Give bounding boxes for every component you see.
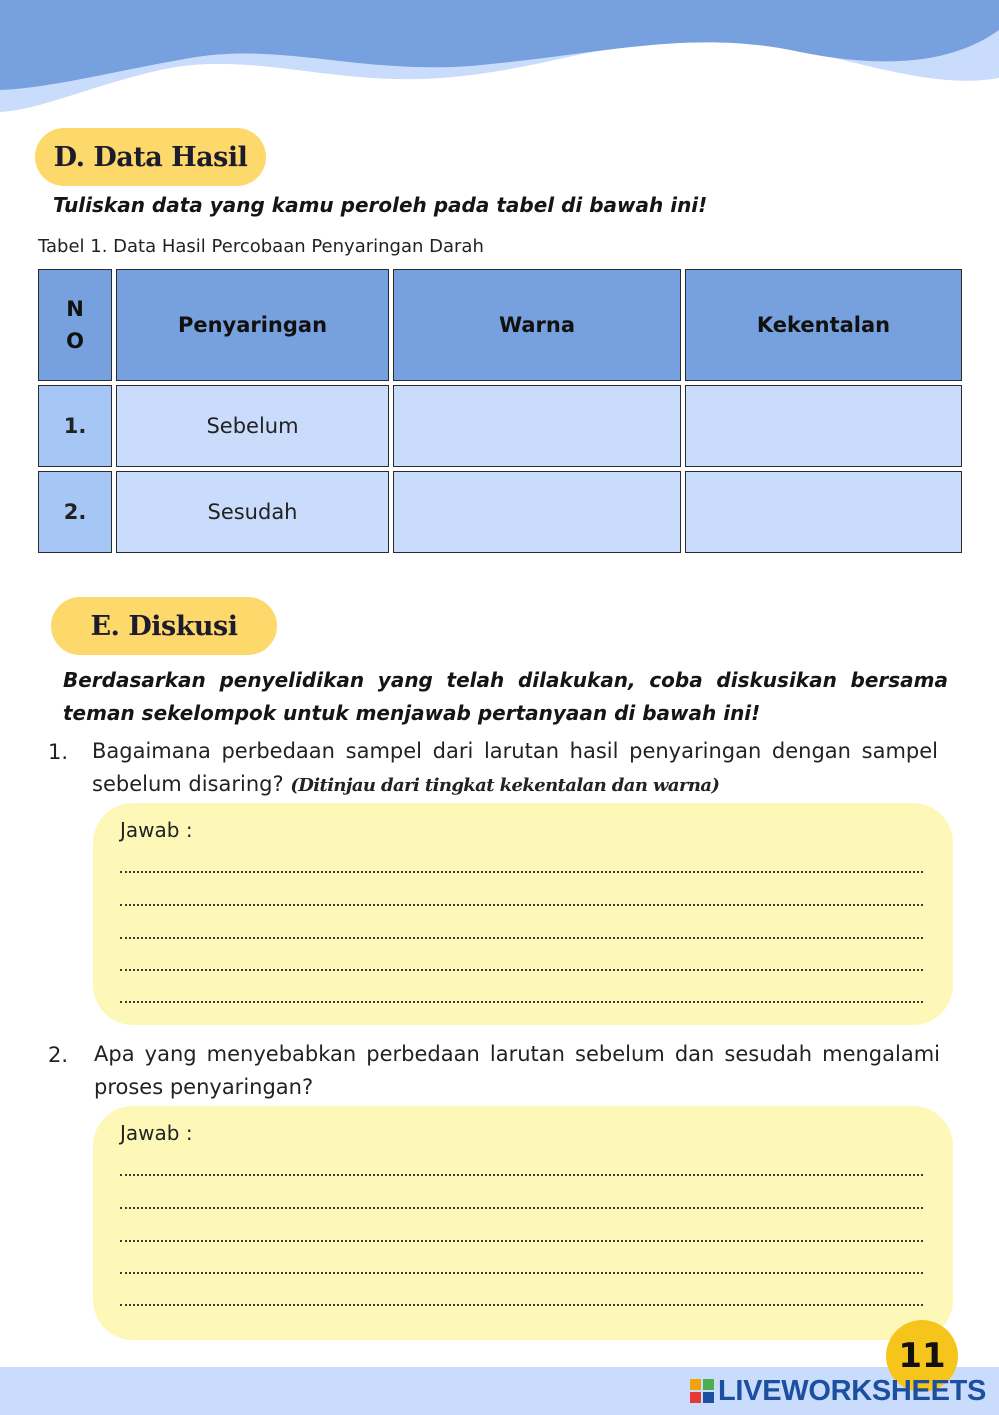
results-table xyxy=(34,265,966,557)
table-caption: Tabel 1. Data Hasil Percobaan Penyaringan Darah xyxy=(38,236,484,257)
liveworksheets-logo-icon xyxy=(690,1379,714,1403)
row-viscosity-input[interactable] xyxy=(685,385,962,467)
header-wave-decoration xyxy=(0,0,999,140)
section-d-title: D. Data Hasil xyxy=(35,128,266,186)
header-no-line1: N xyxy=(66,297,84,321)
brand-watermark xyxy=(690,1374,986,1408)
answer-line[interactable] xyxy=(120,1174,923,1176)
row-filtering: Sesudah xyxy=(116,471,389,553)
answer-line[interactable] xyxy=(120,1272,923,1274)
question-2-number: 2. xyxy=(48,1043,69,1067)
answer-box-1[interactable] xyxy=(93,803,953,1025)
table-header-row xyxy=(38,269,962,381)
question-1-hint: (Ditinjau dari tingkat kekentalan dan warna) xyxy=(290,775,720,796)
answer-line[interactable] xyxy=(120,1304,923,1306)
header-no xyxy=(38,269,112,381)
answer-line[interactable] xyxy=(120,1207,923,1209)
row-number: 1. xyxy=(38,385,112,467)
question-1-text xyxy=(92,735,938,802)
answer-box-2[interactable] xyxy=(93,1106,953,1340)
answer-line[interactable] xyxy=(120,904,923,906)
header-filtering: Penyaringan xyxy=(116,269,389,381)
question-1-body: Bagaimana perbedaan sampel dari larutan hasil penyaringan dengan sampel sebelum disaring? xyxy=(92,739,938,796)
table-row xyxy=(38,471,962,553)
row-filtering: Sebelum xyxy=(116,385,389,467)
page-number-badge: 11 xyxy=(886,1320,958,1392)
answer-line[interactable] xyxy=(120,937,923,939)
row-viscosity-input[interactable] xyxy=(685,471,962,553)
answer-line[interactable] xyxy=(120,871,923,873)
table-row xyxy=(38,385,962,467)
row-number: 2. xyxy=(38,471,112,553)
header-viscosity: Kekentalan xyxy=(685,269,962,381)
answer-label: Jawab : xyxy=(120,818,193,842)
answer-line[interactable] xyxy=(120,1001,923,1003)
answer-line[interactable] xyxy=(120,969,923,971)
question-1-number: 1. xyxy=(48,740,69,764)
row-color-input[interactable] xyxy=(393,385,681,467)
brand-text: LIVEWORKSHEETS xyxy=(718,1374,987,1407)
question-2-text: Apa yang menyebabkan perbedaan larutan sebelum dan sesudah mengalami proses penyaringan? xyxy=(94,1042,940,1099)
section-e-instruction: Berdasarkan penyelidikan yang telah dilakukan, coba diskusikan bersama teman sekelompok untuk menjawab pertanyaan di bawah ini! xyxy=(63,668,948,725)
section-d-instruction: Tuliskan data yang kamu peroleh pada tabel di bawah ini! xyxy=(53,193,708,217)
header-no-line2: O xyxy=(66,329,84,353)
answer-line[interactable] xyxy=(120,1240,923,1242)
header-color: Warna xyxy=(393,269,681,381)
row-color-input[interactable] xyxy=(393,471,681,553)
section-e-title: E. Diskusi xyxy=(51,597,277,655)
answer-label: Jawab : xyxy=(120,1121,193,1145)
